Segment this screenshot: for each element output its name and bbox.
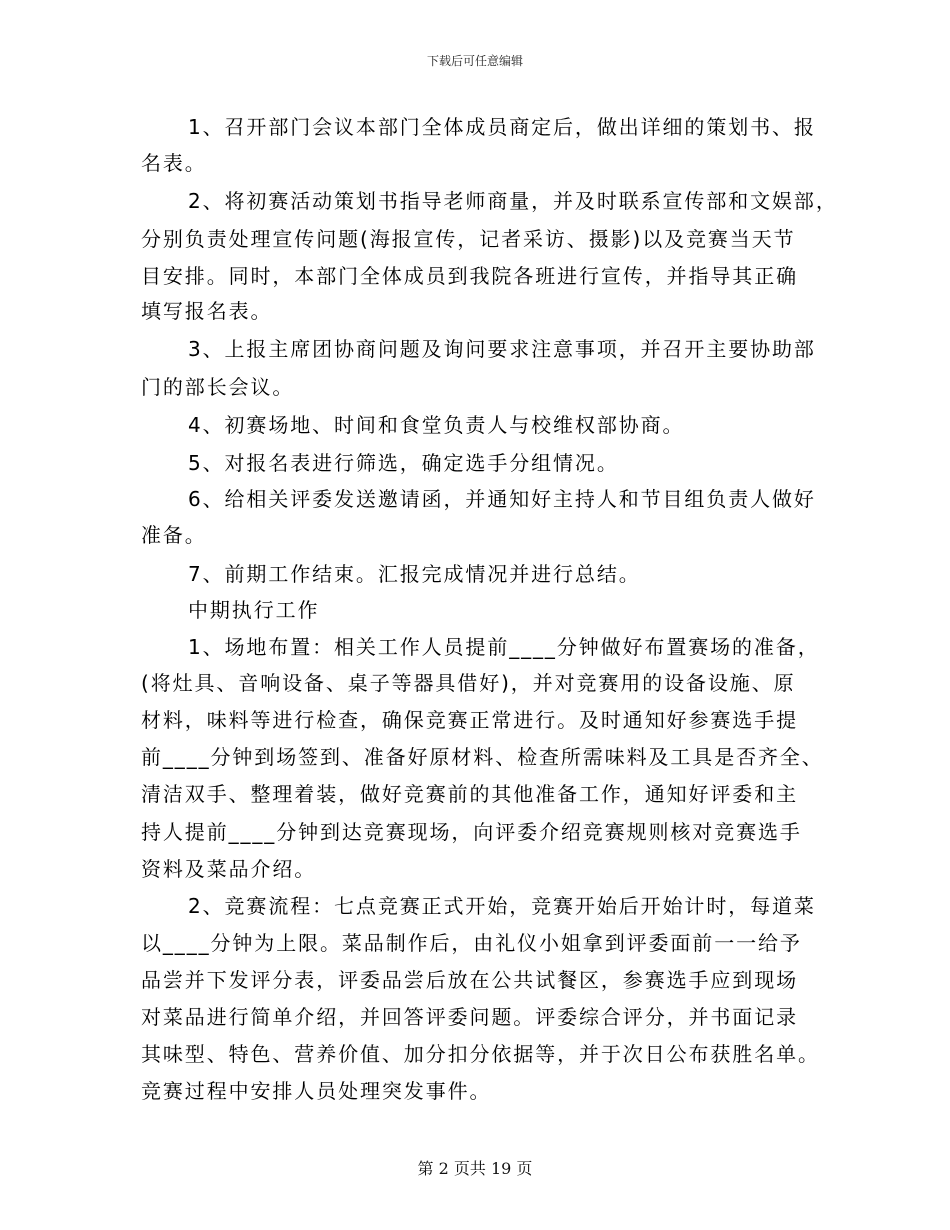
body-line: 5、对报名表进行筛选，确定选手分组情况。 bbox=[188, 451, 619, 475]
body-line: 门的部长会议。 bbox=[141, 375, 295, 399]
body-line: (将灶具、音响设备、桌子等器具借好)，并对竞赛用的设备设施、原 bbox=[141, 671, 796, 695]
body-line: 填写报名表。 bbox=[141, 299, 273, 323]
body-line: 分别负责处理宣传问题(海报宣传，记者采访、摄影)以及竞赛当天节 bbox=[141, 227, 796, 251]
body-line: 7、前期工作结束。汇报完成情况并进行总结。 bbox=[188, 562, 641, 586]
header-note: 下载后可任意编辑 bbox=[426, 54, 523, 68]
body-line: 1、召开部门会议本部门全体成员商定后，做出详细的策划书、报 bbox=[188, 115, 816, 139]
body-line: 2、竞赛流程：七点竞赛正式开始，竞赛开始后开始计时，每道菜 bbox=[188, 894, 816, 918]
body-line: 前____分钟到场签到、准备好原材料、检查所需味料及工具是否齐全、 bbox=[141, 745, 824, 769]
body-line: 名表。 bbox=[141, 151, 207, 175]
body-line: 2、将初赛活动策划书指导老师商量，并及时联系宣传部和文娱部， bbox=[188, 189, 838, 213]
page-number: 第 2 页共 19 页 bbox=[417, 1159, 533, 1178]
body-line: 资料及菜品介绍。 bbox=[141, 857, 317, 881]
body-line: 目安排。同时，本部门全体成员到我院各班进行宣传，并指导其正确 bbox=[141, 264, 798, 288]
body-line: 对菜品进行简单介绍，并回答评委问题。评委综合评分，并书面记录 bbox=[141, 1005, 798, 1029]
body-line: 1、场地布置：相关工作人员提前____分钟做好布置赛场的准备， bbox=[188, 635, 820, 659]
section-heading: 中期执行工作 bbox=[188, 598, 320, 622]
body-line: 4、初赛场地、时间和食堂负责人与校维权部协商。 bbox=[188, 413, 685, 437]
body-line: 6、给相关评委发送邀请函，并通知好主持人和节目组负责人做好 bbox=[188, 487, 816, 511]
body-line: 材料，味料等进行检查，确保竞赛正常进行。及时通知好参赛选手提 bbox=[141, 708, 798, 732]
body-line: 竞赛过程中安排人员处理突发事件。 bbox=[141, 1079, 492, 1103]
body-line: 以____分钟为上限。菜品制作后，由礼仪小姐拿到评委面前一一给予 bbox=[141, 931, 802, 955]
body-line: 清洁双手、整理着装，做好竞赛前的其他准备工作，通知好评委和主 bbox=[141, 782, 798, 806]
body-line: 3、上报主席团协商问题及询问要求注意事项，并召开主要协助部 bbox=[188, 337, 816, 361]
body-line: 品尝并下发评分表，评委品尝后放在公共试餐区，参赛选手应到现场 bbox=[141, 968, 798, 992]
body-line: 持人提前____分钟到达竞赛现场，向评委介绍竞赛规则核对竞赛选手 bbox=[141, 820, 802, 844]
body-line: 其味型、特色、营养价值、加分扣分依据等，并于次日公布获胜名单。 bbox=[141, 1042, 820, 1066]
body-line: 准备。 bbox=[141, 523, 207, 547]
